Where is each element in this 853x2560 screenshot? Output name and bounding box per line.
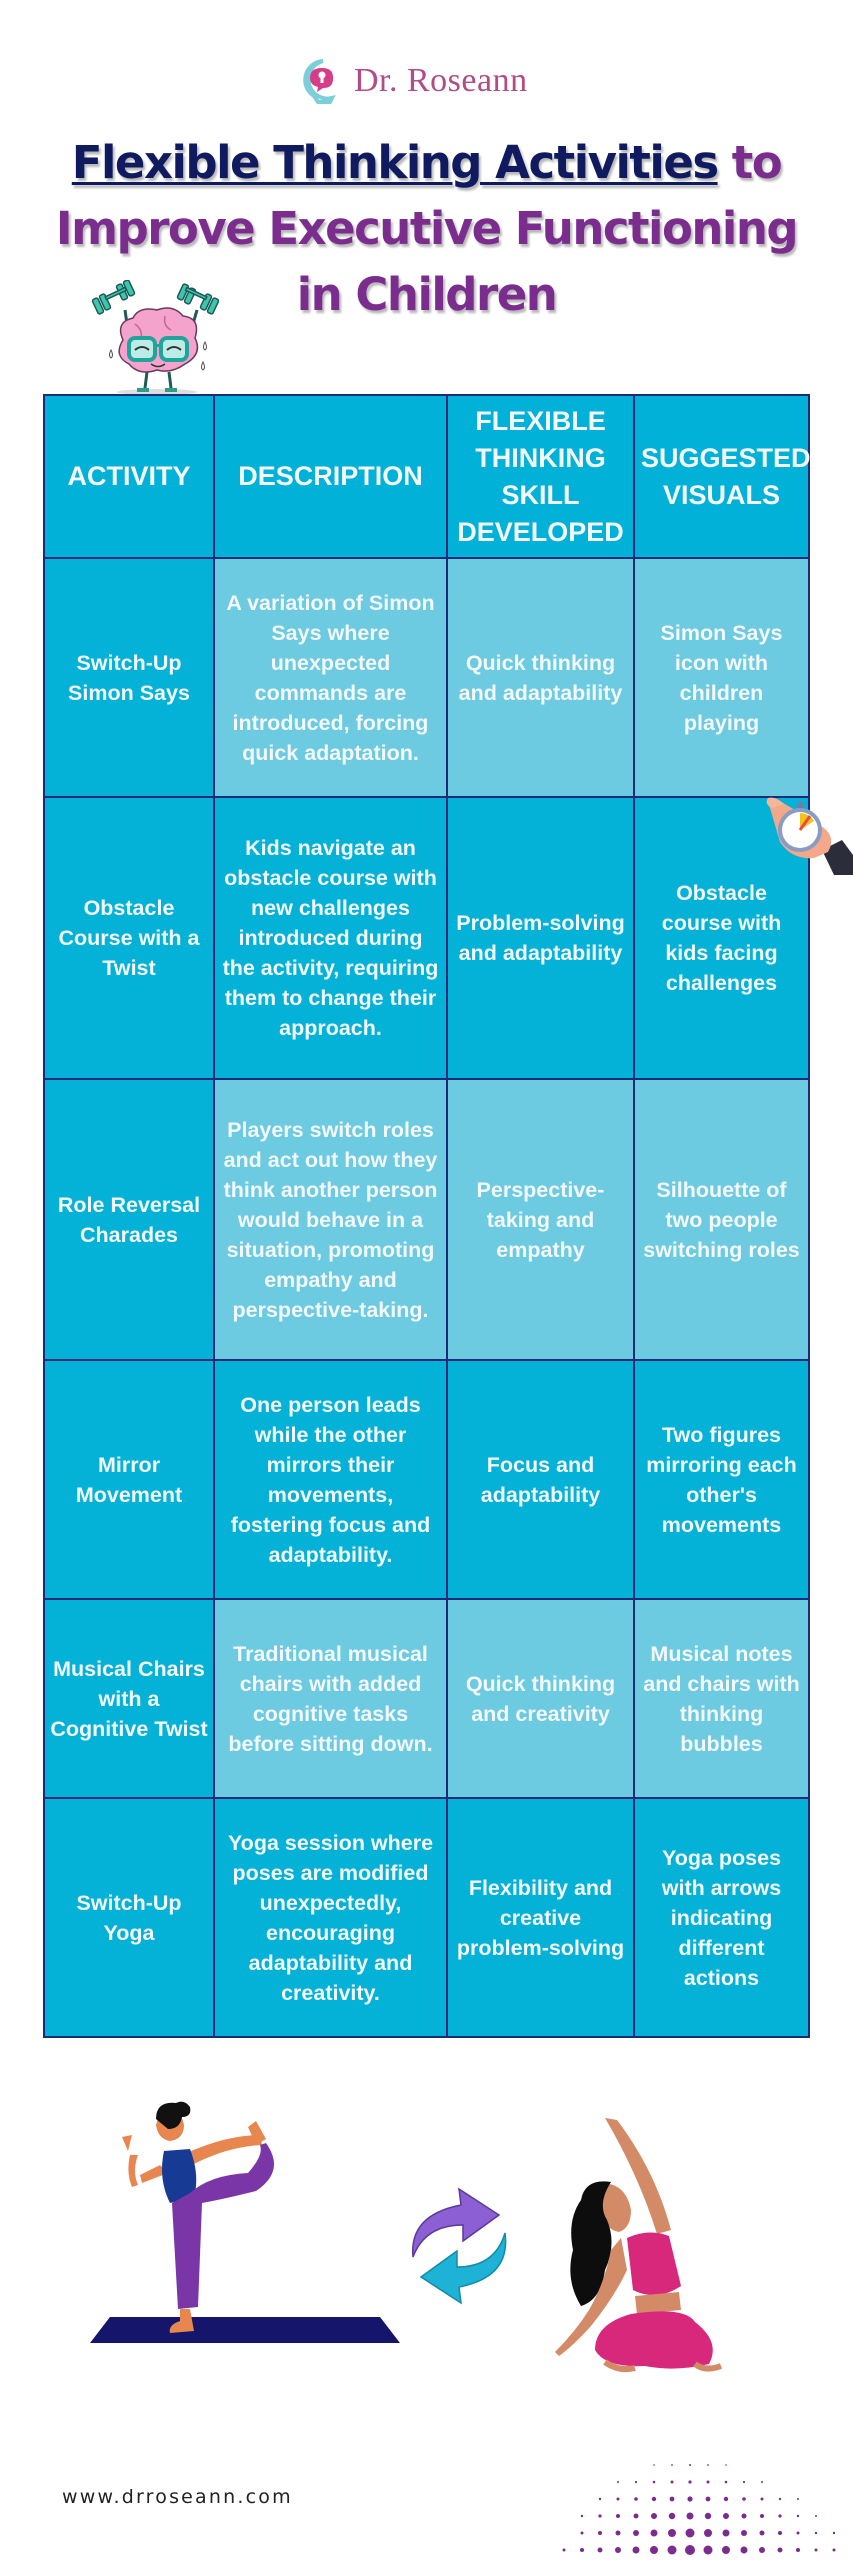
cell-activity: Musical Chairs with a Cognitive Twist xyxy=(44,1599,214,1798)
cell-activity: Mirror Movement xyxy=(44,1360,214,1599)
cell-skill: Flexibility and creative problem-solving xyxy=(447,1798,634,2037)
cell-skill: Perspective-taking and empathy xyxy=(447,1079,634,1360)
cell-description: Kids navigate an obstacle course with new challenges introduced during the activity, requiring them to change their approach. xyxy=(214,797,447,1079)
cell-skill: Quick thinking and creativity xyxy=(447,1599,634,1798)
seated-side-stretch-yoga-woman xyxy=(545,2110,805,2380)
table-row xyxy=(44,558,809,797)
cell-visuals: Obstacle course with kids facing challenges xyxy=(634,797,809,1079)
cell-description: Players switch roles and act out how they think another person would behave in a situation, promoting empathy and perspective-taking. xyxy=(214,1079,447,1360)
cell-activity: Obstacle Course with a Twist xyxy=(44,797,214,1079)
table-row xyxy=(44,1079,809,1360)
cell-activity: Switch-Up Simon Says xyxy=(44,558,214,797)
cell-visuals: Silhouette of two people switching roles xyxy=(634,1079,809,1360)
hand-holding-stopwatch-icon xyxy=(762,780,853,875)
cell-description: One person leads while the other mirrors their movements, fostering focus and adaptability. xyxy=(214,1360,447,1599)
swap-arrows-icon xyxy=(405,2185,515,2305)
brain-with-dumbbells-icon xyxy=(85,280,235,395)
website-link[interactable]: www.drroseann.com xyxy=(62,2486,293,2508)
cell-visuals: Two figures mirroring each other's movements xyxy=(634,1360,809,1599)
cell-activity: Switch-Up Yoga xyxy=(44,1798,214,2037)
header-visuals: SUGGESTED VISUALS xyxy=(634,395,809,558)
cell-description: Yoga session where poses are modified unexpectedly, encouraging adaptability and creativity. xyxy=(214,1798,447,2037)
header-description: DESCRIPTION xyxy=(214,395,447,558)
brand-name: Dr. Roseann xyxy=(354,62,528,99)
table-row xyxy=(44,1599,809,1798)
header-activity: ACTIVITY xyxy=(44,395,214,558)
cell-visuals: Simon Says icon with children playing xyxy=(634,558,809,797)
table-row xyxy=(44,1360,809,1599)
cell-activity: Role Reversal Charades xyxy=(44,1079,214,1360)
cell-skill: Focus and adaptability xyxy=(447,1360,634,1599)
title-line1-rest: to xyxy=(717,136,782,189)
table-row xyxy=(44,1798,809,2037)
title-line2: Improve Executive Functioning xyxy=(55,202,798,255)
halftone-dots-decoration xyxy=(510,2455,853,2560)
table-row xyxy=(44,797,809,1079)
cell-description: Traditional musical chairs with added cognitive tasks before sitting down. xyxy=(214,1599,447,1798)
cell-visuals: Musical notes and chairs with thinking bubbles xyxy=(634,1599,809,1798)
brand-logo[interactable] xyxy=(300,58,528,104)
standing-dancer-pose-yoga-woman xyxy=(60,2095,405,2370)
title-highlight: Flexible Thinking Activities xyxy=(71,136,718,189)
header-skill: FLEXIBLE THINKING SKILL DEVELOPED xyxy=(447,395,634,558)
cell-visuals: Yoga poses with arrows indicating different actions xyxy=(634,1798,809,2037)
head-keyhole-logo-icon xyxy=(300,58,346,104)
activities-table xyxy=(43,394,810,2038)
cell-skill: Quick thinking and adaptability xyxy=(447,558,634,797)
table-header-row xyxy=(44,395,809,558)
title-line3: in Children xyxy=(296,268,557,321)
cell-skill: Problem-solving and adaptability xyxy=(447,797,634,1079)
cell-description: A variation of Simon Says where unexpected commands are introduced, forcing quick adaptation. xyxy=(214,558,447,797)
